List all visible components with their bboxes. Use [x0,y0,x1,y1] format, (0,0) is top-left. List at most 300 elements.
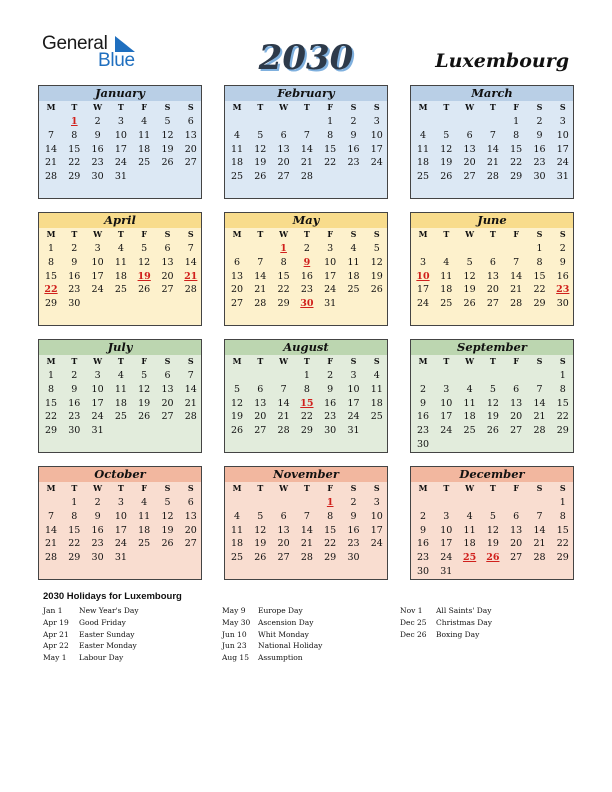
day-number: 24 [324,284,337,296]
holiday-date: 25 [462,552,477,564]
day-number: 8 [559,510,566,522]
weekday-label: S [559,483,566,493]
month-name: March [411,86,573,101]
day-number: 3 [94,243,101,254]
day-number: 24 [416,298,430,310]
day-number: 16 [68,270,81,282]
day-number: 6 [513,383,520,395]
day-number: 15 [324,143,337,155]
weekday-label: T [303,102,310,112]
day-number: 14 [300,143,313,155]
weekday-label: M [232,229,242,239]
weekday-label: F [141,102,148,112]
day-number: 20 [184,524,197,536]
holiday-date-label: Apr 19 [43,617,69,627]
day-number: 21 [300,157,313,169]
day-number: 19 [254,157,267,169]
day-number: 21 [44,157,58,169]
holiday-name-label: Easter Monday [79,641,137,651]
day-number: 26 [138,284,151,296]
day-number: 18 [230,157,244,169]
day-number: 30 [68,298,81,310]
day-number: 21 [533,538,546,550]
weekday-label: S [373,356,380,366]
day-number: 10 [440,524,453,536]
day-number: 20 [510,538,523,550]
holiday-row [43,617,139,629]
day-number: 15 [68,143,81,155]
day-number: 2 [94,497,101,508]
day-number: 4 [117,243,124,254]
day-number: 26 [161,157,174,169]
day-number: 21 [510,284,523,296]
day-number: 31 [114,552,127,564]
holiday-row [222,629,322,641]
month-january [38,85,202,199]
month-november [224,466,388,580]
day-number: 2 [71,243,78,254]
day-number: 11 [416,143,430,155]
day-number: 29 [68,171,81,183]
day-number: 12 [230,397,244,409]
weekday-label: T [443,102,450,112]
weekday-label: S [373,483,380,493]
day-number: 29 [533,298,546,310]
day-number: 30 [416,439,430,450]
day-number: 30 [68,425,81,437]
day-number: 2 [350,116,357,127]
day-number: 10 [91,256,104,268]
day-number: 28 [44,171,58,183]
month-may [224,212,388,326]
day-number: 7 [280,383,287,395]
day-number: 3 [419,256,427,268]
day-number: 19 [370,270,383,282]
day-number: 2 [303,243,310,254]
weekday-label: T [489,229,496,239]
weekday-label: S [559,356,566,366]
month-name: February [225,86,387,101]
month-july [38,339,202,453]
day-number: 19 [486,411,499,423]
holiday-date-label: Apr 21 [43,629,69,639]
weekday-label: F [327,229,334,239]
weekday-label: S [187,356,194,366]
day-number: 13 [161,383,174,395]
day-number: 1 [327,116,334,127]
weekday-label: F [327,483,334,493]
holiday-date-label: Apr 22 [43,641,69,651]
weekday-label: T [71,483,78,493]
day-number: 28 [510,298,523,310]
weekday-label: S [350,483,357,493]
weekday-label: M [46,229,56,239]
day-number: 9 [350,129,357,141]
weekday-label: F [513,229,520,239]
day-number: 19 [161,143,174,155]
day-number: 27 [510,425,523,437]
day-number: 21 [44,538,58,550]
weekday-label: W [93,102,103,112]
day-number: 8 [47,383,55,395]
weekday-label: T [257,483,264,493]
day-number: 3 [327,243,334,254]
month-name: June [411,213,573,228]
holiday-row [400,629,492,641]
weekday-label: T [117,483,124,493]
weekday-label: W [279,356,289,366]
weekday-label: S [164,102,171,112]
day-number: 18 [230,538,244,550]
holiday-row [400,605,492,617]
holiday-row [222,617,322,629]
weekday-label: S [536,102,543,112]
weekday-label: F [513,356,520,366]
weekday-label: T [303,356,310,366]
day-number: 16 [347,524,360,536]
holiday-date-label: Jan 1 [43,606,63,615]
month-name: January [39,86,201,101]
holiday-date-label: Dec 26 [400,629,427,639]
day-number: 9 [71,256,78,268]
holiday-column [43,605,139,664]
day-number: 22 [324,538,337,550]
day-number: 17 [440,538,453,550]
day-number: 11 [114,383,127,395]
month-march [410,85,574,199]
day-number: 16 [416,538,430,550]
day-number: 27 [184,157,197,169]
day-number: 5 [164,497,171,508]
holiday-date-label: Nov 1 [400,606,423,615]
day-number: 18 [416,157,430,169]
day-number: 20 [486,284,499,296]
weekday-label: T [489,483,496,493]
holiday-date: 1 [326,497,334,508]
holiday-date: 1 [70,116,78,127]
day-number: 8 [47,256,55,268]
day-number: 17 [370,524,383,536]
day-number: 26 [440,171,453,183]
day-number: 3 [94,370,101,381]
weekday-label: W [465,356,475,366]
day-number: 22 [556,411,569,423]
day-number: 3 [117,116,124,127]
holiday-date-label: Jun 10 [222,629,247,639]
day-number: 20 [510,411,523,423]
holiday-date: 22 [44,284,58,296]
day-number: 20 [254,411,267,423]
weekday-label: W [93,356,103,366]
day-number: 6 [233,256,241,268]
day-number: 22 [556,538,569,550]
day-number: 5 [141,243,148,254]
day-number: 6 [280,510,287,522]
holiday-row [43,652,139,664]
day-number: 27 [254,425,267,437]
day-number: 18 [114,270,127,282]
day-number: 20 [277,157,290,169]
day-number: 11 [230,143,244,155]
day-number: 27 [510,552,523,564]
day-number: 28 [184,411,197,423]
holiday-column [222,605,322,664]
day-number: 11 [114,256,127,268]
day-number: 6 [187,116,194,127]
day-number: 7 [257,256,264,268]
day-number: 2 [419,383,427,395]
day-number: 13 [161,256,174,268]
day-number: 7 [47,510,55,522]
day-number: 8 [513,129,520,141]
weekday-label: S [536,483,543,493]
day-number: 19 [230,411,244,423]
holiday-date: 21 [184,270,198,282]
day-number: 27 [277,171,290,183]
holiday-name-label: National Holiday [258,641,323,651]
day-number: 5 [233,383,241,395]
holiday-date-label: May 30 [222,617,251,627]
day-number: 26 [254,171,267,183]
day-number: 7 [303,510,310,522]
day-number: 23 [347,538,360,550]
day-number: 8 [327,510,334,522]
day-number: 20 [277,538,290,550]
day-number: 4 [443,256,450,268]
day-number: 17 [416,284,430,296]
weekday-label: F [141,483,148,493]
country-title: Luxembourg [435,50,569,72]
day-number: 9 [327,383,334,395]
day-number: 17 [91,270,104,282]
day-number: 9 [419,524,427,536]
day-number: 22 [68,157,81,169]
day-number: 19 [254,538,267,550]
day-number: 1 [513,116,520,127]
day-number: 14 [44,143,58,155]
day-number: 30 [533,171,546,183]
weekday-label: S [187,102,194,112]
day-number: 16 [416,411,430,423]
day-number: 15 [277,270,290,282]
day-number: 9 [350,510,357,522]
day-number: 12 [161,510,174,522]
day-number: 20 [184,143,197,155]
day-number: 31 [440,566,453,577]
day-number: 12 [370,256,383,268]
day-number: 29 [324,552,337,564]
day-number: 18 [370,397,383,409]
weekday-label: T [303,229,310,239]
day-number: 6 [164,370,171,381]
day-number: 15 [68,524,81,536]
holiday-date: 15 [300,397,314,409]
day-number: 15 [44,270,58,282]
day-number: 28 [184,284,197,296]
day-number: 13 [510,524,523,536]
day-number: 14 [300,524,313,536]
day-number: 16 [324,397,337,409]
weekday-label: F [327,356,334,366]
day-number: 13 [510,397,523,409]
day-number: 14 [510,270,523,282]
day-number: 29 [556,425,569,437]
weekday-label: M [232,483,242,493]
day-number: 7 [303,129,310,141]
day-number: 23 [533,157,546,169]
day-number: 5 [257,510,264,522]
day-number: 15 [44,397,58,409]
day-number: 21 [184,397,197,409]
day-number: 11 [440,270,453,282]
day-number: 29 [44,298,58,310]
day-number: 28 [533,425,546,437]
day-number: 2 [94,116,101,127]
weekday-label: M [418,102,428,112]
day-number: 9 [559,256,566,268]
month-name: November [225,467,387,482]
weekday-label: S [559,229,566,239]
weekday-label: T [489,102,496,112]
day-number: 10 [556,129,569,141]
month-name: May [225,213,387,228]
weekday-label: M [418,483,428,493]
day-number: 16 [347,143,360,155]
weekday-label: S [373,102,380,112]
day-number: 10 [347,383,360,395]
weekday-label: F [327,102,334,112]
day-number: 7 [47,129,55,141]
day-number: 15 [556,524,569,536]
day-number: 2 [559,243,566,254]
day-number: 25 [347,284,360,296]
day-number: 11 [463,397,476,409]
day-number: 25 [114,284,127,296]
month-june [410,212,574,326]
day-number: 24 [556,157,569,169]
day-number: 8 [303,383,310,395]
day-number: 19 [161,524,174,536]
holiday-date-label: Dec 25 [400,617,427,627]
day-number: 28 [486,171,499,183]
day-number: 4 [233,510,241,522]
holiday-row [43,629,139,641]
day-number: 10 [370,510,383,522]
day-number: 30 [556,298,569,310]
holiday-date: 19 [137,270,151,282]
weekday-label: T [71,229,78,239]
day-number: 5 [373,243,380,254]
day-number: 18 [138,143,151,155]
logo-blue-text: Blue [98,50,135,71]
day-number: 4 [419,129,427,141]
day-number: 22 [277,284,290,296]
day-number: 12 [138,383,151,395]
day-number: 14 [533,397,546,409]
day-number: 30 [324,425,337,437]
day-number: 8 [327,129,334,141]
day-number: 17 [114,143,127,155]
day-number: 28 [277,425,290,437]
day-number: 27 [463,171,476,183]
day-number: 17 [114,524,127,536]
holiday-row [222,605,322,617]
day-number: 5 [489,383,496,395]
day-number: 26 [370,284,383,296]
day-number: 26 [138,411,151,423]
holiday-date: 1 [280,243,287,254]
day-number: 1 [303,370,310,381]
day-number: 13 [254,397,267,409]
day-number: 12 [254,143,267,155]
holiday-name-label: Whit Monday [258,629,309,639]
day-number: 14 [486,143,499,155]
holiday-name-label: All Saints' Day [436,606,492,615]
day-number: 23 [416,425,430,437]
weekday-label: T [71,102,78,112]
month-august [224,339,388,453]
day-number: 8 [536,256,543,268]
month-name: April [39,213,201,228]
day-number: 25 [230,171,244,183]
weekday-label: S [164,483,171,493]
day-number: 16 [556,270,569,282]
day-number: 11 [138,510,151,522]
weekday-label: T [443,483,450,493]
day-number: 7 [187,243,194,254]
day-number: 26 [230,425,244,437]
weekday-label: F [513,483,520,493]
day-number: 15 [556,397,569,409]
day-number: 28 [44,552,58,564]
weekday-label: W [93,483,103,493]
day-number: 24 [91,411,104,423]
day-number: 6 [466,129,473,141]
day-number: 27 [277,552,290,564]
day-number: 4 [117,370,124,381]
day-number: 18 [463,538,476,550]
day-number: 13 [230,270,244,282]
day-number: 17 [324,270,337,282]
day-number: 9 [71,383,78,395]
day-number: 30 [416,566,430,577]
day-number: 27 [161,284,174,296]
day-number: 9 [94,129,101,141]
day-number: 29 [556,552,569,564]
day-number: 13 [277,143,290,155]
day-number: 2 [350,497,357,508]
day-number: 2 [419,510,427,522]
day-number: 26 [161,538,174,550]
day-number: 22 [533,284,546,296]
weekday-label: M [46,483,56,493]
day-number: 16 [68,397,81,409]
month-name: September [411,340,573,355]
day-number: 21 [300,538,313,550]
holiday-name-label: Europe Day [258,606,303,615]
logo-general-text: General [42,33,108,54]
day-number: 7 [489,129,496,141]
weekday-label: M [232,356,242,366]
day-number: 6 [257,383,264,395]
day-number: 14 [184,383,197,395]
day-number: 16 [533,143,546,155]
day-number: 10 [114,129,127,141]
holiday-name-label: Assumption [258,653,303,663]
day-number: 13 [463,143,476,155]
weekday-label: W [465,483,475,493]
weekday-label: M [418,356,428,366]
